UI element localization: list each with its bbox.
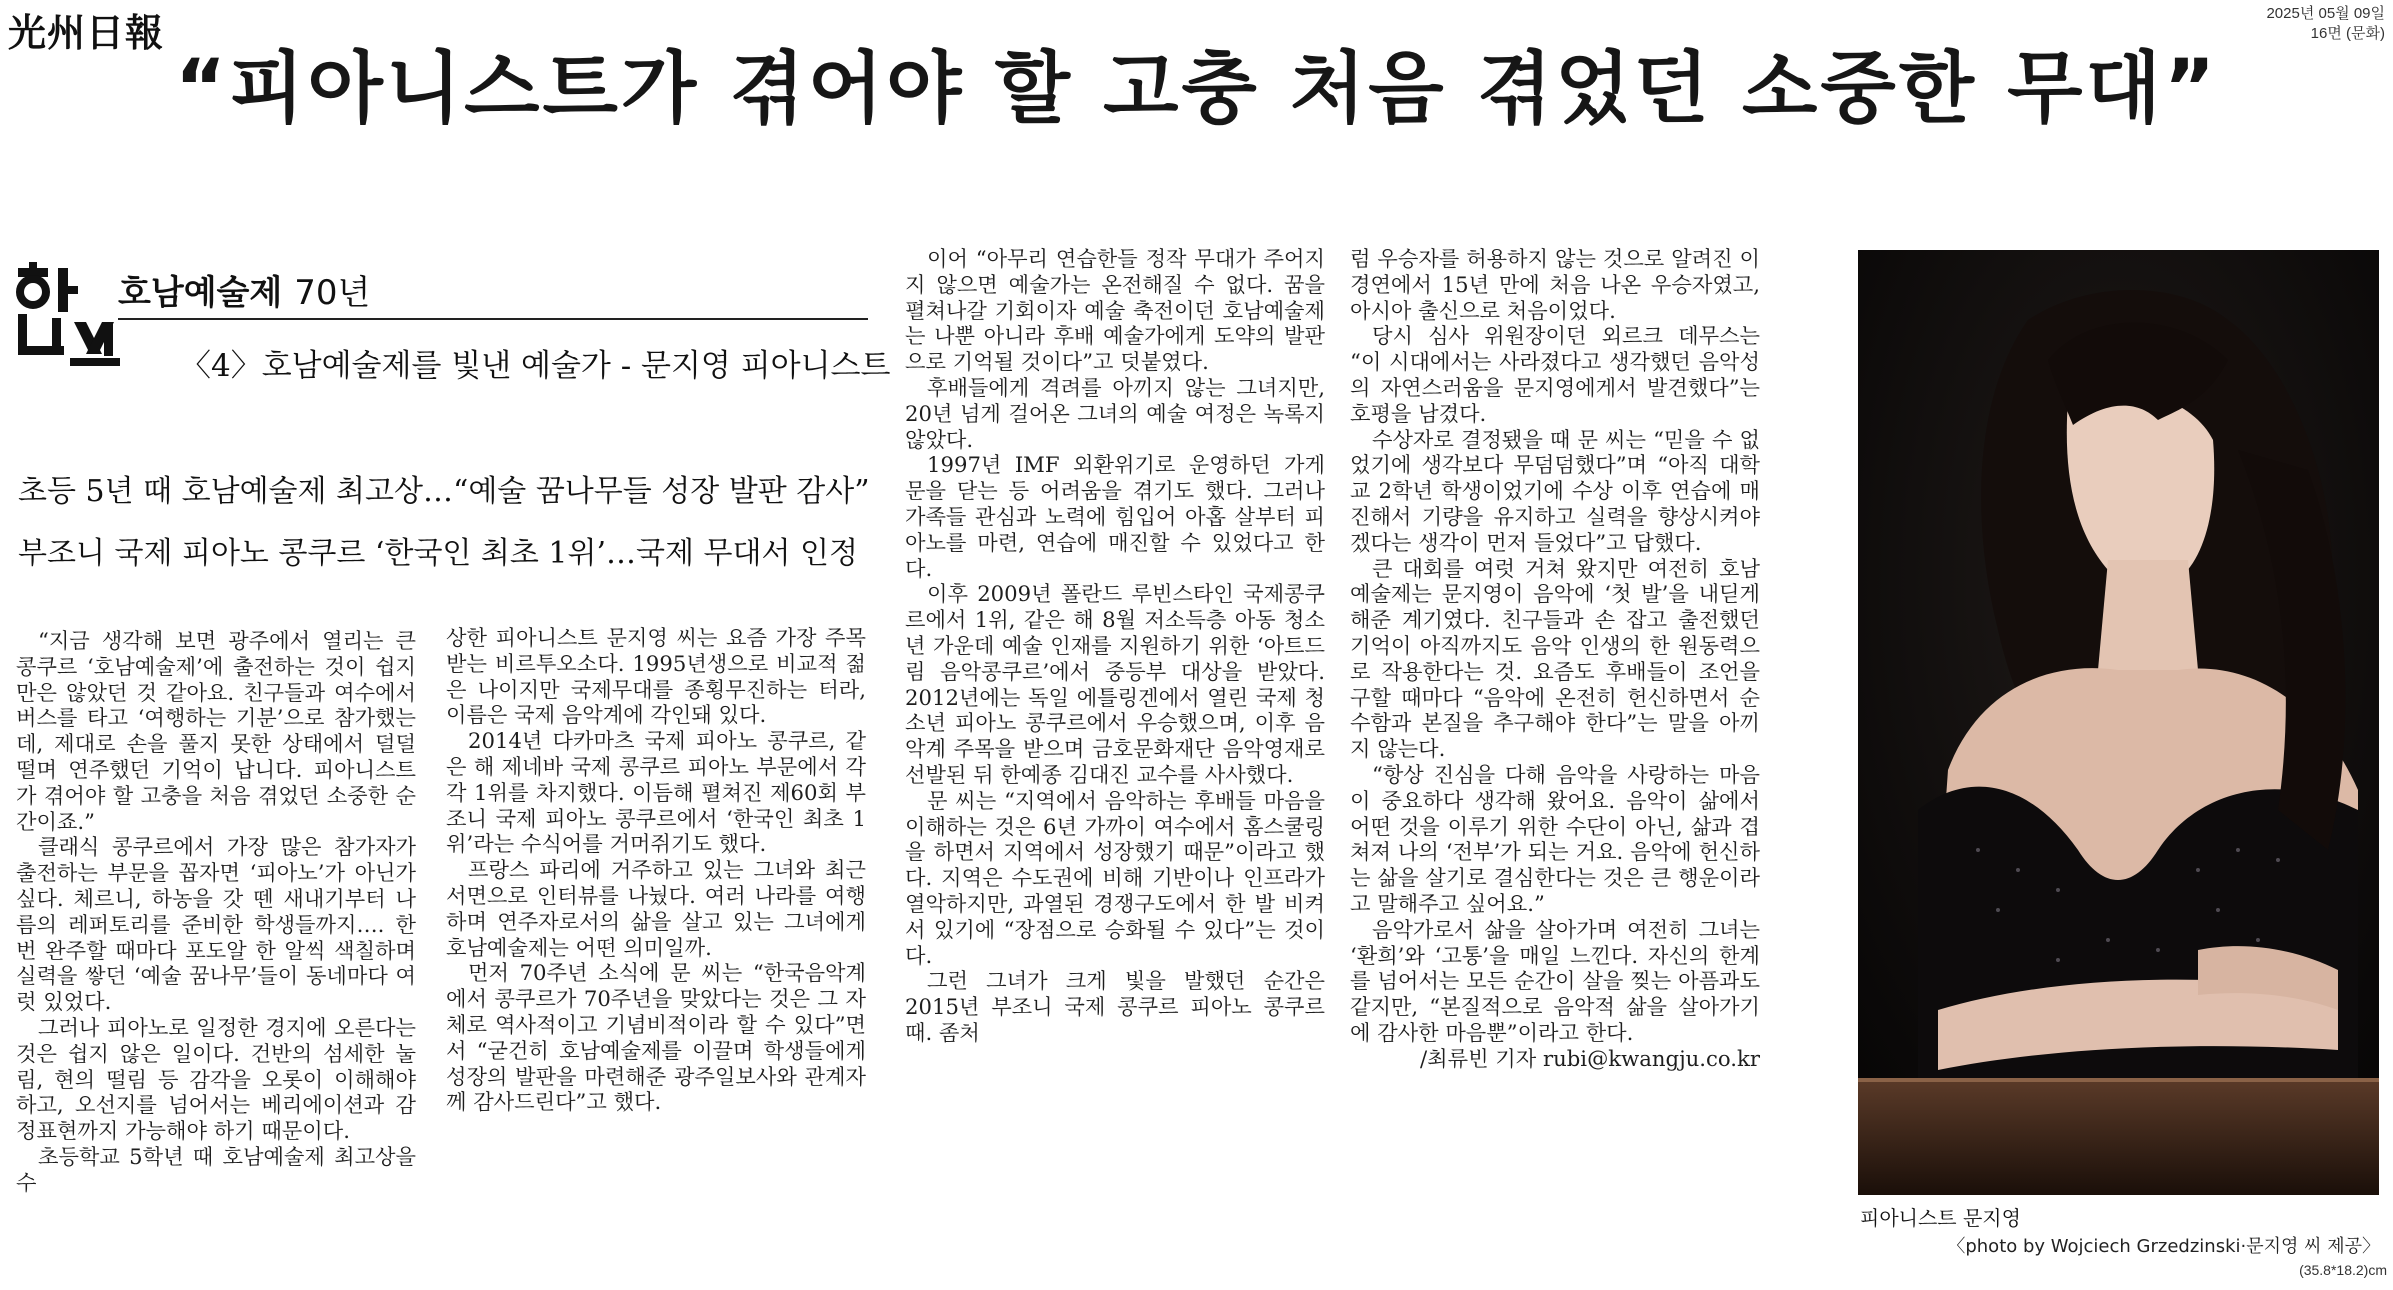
paragraph: 프랑스 파리에 거주하고 있는 그녀와 최근 서면으로 인터뷰를 나눴다. 여러 나라를 여행하며 연주자로서의 삶을 살고 있는 그녀에게 호남예술제는 어떤 의미일까. [446, 857, 866, 960]
deck-line-1: 초등 5년 때 호남예술제 최고상…“예술 꿈나무들 성장 발판 감사” [18, 474, 870, 509]
newspaper-logo: 光州日報 [8, 10, 165, 55]
paragraph: 후배들에게 격려를 아끼지 않는 그녀지만, 20년 넘게 걸어온 그녀의 예술 여정은 녹록지 않았다. [905, 374, 1325, 452]
paragraph: 이어 “아무리 연습한들 정작 무대가 주어지지 않으면 예술가는 온전해질 수 없다. 꿈을 펼쳐나갈 기회이자 예술 축전이던 호남예술제는 나뿐 아니라 후배 예술가에게 도약의 발판으로 기억될 것이다”고 덧붙였다. [905, 246, 1325, 375]
series-name: 호남예술제 [118, 273, 283, 313]
series-rule [118, 318, 868, 320]
page-section: 16면 (문화) [2310, 25, 2385, 42]
paragraph: 그러나 피아노로 일정한 경지에 오른다는 것은 쉽지 않은 일이다. 건반의 섬세한 눌림, 현의 떨림 등 감각을 오롯이 이해해야 하고, 오선지를 넘어서는 베리에이션과 감정표현까지 가능해야 하기 때문이다. [16, 1014, 416, 1144]
byline: /최류빈 기자 rubi@kwangju.co.kr [1420, 1045, 1760, 1071]
paragraph: 수상자로 결정됐을 때 문 씨는 “믿을 수 없었기에 생각보다 무덤덤했다”며 “아직 대학교 2학년 학생이었기에 수상 이후 연습에 매진해서 기량을 유지하고 실력을 향상시켜야겠다는 생각이 먼저 들었다”고 답했다. [1350, 426, 1760, 555]
paragraph: 2014년 다카마츠 국제 피아노 콩쿠르, 같은 해 제네바 국제 콩쿠르 피아노 부문에서 각각 1위를 차지했다. 이듬해 펼쳐진 제60회 부조니 국제 피아노 콩쿠르에서 ‘한국인 최초 1위’라는 수식어를 거머쥐기도 했다. [446, 728, 866, 857]
paragraph: “항상 진심을 다해 음악을 사랑하는 마음이 중요하다 생각해 왔어요. 음악이 삶에서 어떤 것을 이루기 위한 수단이 아닌, 삶과 겹쳐져 나의 ‘전부’가 되는 거요. 음악에 헌신하는 삶을 살기로 결심한다는 것은 큰 행운이라고 말해주고 싶어요.” [1350, 761, 1760, 916]
paragraph: 음악가로서 삶을 살아가며 여전히 그녀는 ‘환희’와 ‘고통’을 매일 느낀다. 자신의 한계를 넘어서는 모든 순간이 살을 찢는 아픔과도 같지만, “본질적으로 음악적 삶을 살아가기에 감사한 마음뿐”이라고 한다. [1350, 916, 1760, 1045]
series-logo-mark [14, 262, 134, 370]
paragraph: 초등학교 5학년 때 호남예술제 최고상을 수 [16, 1143, 416, 1195]
photo-credit: 〈photo by Wojciech Grzedzinski·문지영 씨 제공〉 [1947, 1236, 2380, 1257]
paragraph: 그런 그녀가 크게 빛을 발했던 순간은 2015년 부조니 국제 콩쿠르 피아노 콩쿠르 때. 좀처 [905, 968, 1325, 1045]
article-column-1 [16, 628, 416, 1196]
paragraph: 이후 2009년 폴란드 루빈스타인 국제콩쿠르에서 1위, 같은 해 8월 저소득층 아동 청소년 가운데 예술 인재를 지원하기 위한 ‘아트드림 음악콩쿠르’에서 중등부 대상을 받았다. 2012년에는 독일 에틀링겐에서 열린 국제 청소년 피아노 콩쿠르에서 우승했으며, 이후 음악계 주목을 받으며 금호문화재단 음악영재로 선발된 뒤 한예종 김대진 교수를 사사했다. [905, 581, 1325, 787]
series-title [118, 265, 370, 314]
paragraph: 럼 우승자를 허용하지 않는 것으로 알려진 이 경연에서 15년 만에 처음 나온 우승자였고, 아시아 출신으로 처음이었다. [1350, 246, 1760, 323]
series-subtitle: 〈4〉호남예술제를 빛낸 예술가 - 문지영 피아니스트 [180, 348, 891, 384]
pianist-photo [1858, 250, 2379, 1195]
paragraph: 당시 심사 위원장이던 외르크 데무스는 “이 시대에서는 사라졌다고 생각했던 음악성의 자연스러움을 문지영에게서 발견했다”는 호평을 남겼다. [1350, 323, 1760, 426]
deck-line-2: 부조니 국제 피아노 콩쿠르 ‘한국인 최초 1위’…국제 무대서 인정 [18, 536, 858, 571]
article-column-2 [446, 625, 866, 1115]
issue-date: 2025년 05월 09일 [2266, 5, 2385, 22]
portrait-illustration [1858, 250, 2379, 1195]
series-years: 70년 [294, 273, 371, 313]
paragraph: 1997년 IMF 외환위기로 운영하던 가게 문을 닫는 등 어려움을 겪기도 했다. 그러나 가족들 관심과 노력에 힘입어 아홉 살부터 피아노를 마련, 연습에 매진할 수 있었다고 한다. [905, 452, 1325, 581]
article-column-3 [905, 246, 1325, 1046]
paragraph: 큰 대회를 여럿 거쳐 왔지만 여전히 호남예술제는 문지영이 음악에 ‘첫 발’을 내딛게 해준 계기였다. 친구들과 손 잡고 출전했던 기억이 아직까지도 음악 인생의 한 원동력으로 작용한다는 것. 요즘도 후배들이 조언을 구할 때마다 “음악에 온전히 헌신하면서 순수함과 본질을 추구해야 한다”는 말을 아끼지 않는다. [1350, 555, 1760, 762]
headline: “피아니스트가 겪어야 할 고충 처음 겪었던 소중한 무대” [174, 44, 2219, 134]
article-column-4 [1350, 246, 1760, 1072]
clip-size: (35.8*18.2)cm [2299, 1262, 2387, 1278]
paragraph: 클래식 콩쿠르에서 가장 많은 참가자가 출전하는 부문을 꼽자면 ‘피아노’가 아닌가 싶다. 체르니, 하농을 갓 뗀 새내기부터 나름의 레퍼토리를 준비한 학생들까지…. 한 번 완주할 때마다 포도알 한 알씩 색칠하며 실력을 쌓던 ‘예술 꿈나무’들이 동네마다 여럿 있었다. [16, 834, 416, 1015]
paragraph: 먼저 70주년 소식에 문 씨는 “한국음악계에서 콩쿠르가 70주년을 맞았다는 것은 그 자체로 역사적이고 기념비적이라 할 수 있다”면서 “굳건히 호남예술제를 이끌며 학생들에게 성장의 발판을 마련해준 광주일보사와 관계자께 감사드린다”고 했다. [446, 960, 866, 1115]
paragraph: 상한 피아니스트 문지영 씨는 요즘 가장 주목받는 비르투오소다. 1995년생으로 비교적 젊은 나이지만 국제무대를 종횡무진하는 터라, 이름은 국제 음악계에 각인돼 있다. [446, 625, 866, 728]
paragraph: “지금 생각해 보면 광주에서 열리는 큰 콩쿠르 ‘호남예술제’에 출전하는 것이 쉽지만은 않았던 것 같아요. 친구들과 여수에서 버스를 타고 ‘여행하는 기분’으로 참가했는데, 제대로 손을 풀지 못한 상태에서 덜덜 떨며 연주했던 기억이 납니다. 피아니스트가 겪어야 할 고충을 처음 겪었던 소중한 순간이죠.” [16, 628, 416, 834]
paragraph: 문 씨는 “지역에서 음악하는 후배들 마음을 이해하는 것은 6년 가까이 여수에서 홈스쿨링을 하면서 지역에서 성장했기 때문”이라고 했다. 지역은 수도권에 비해 기반이나 인프라가 열악하지만, 과열된 경쟁구도에서 한 발 비켜서 있기에 “장점으로 승화될 수 있다”는 것이다. [905, 787, 1325, 968]
photo-caption: 피아니스트 문지영 [1860, 1206, 2021, 1230]
